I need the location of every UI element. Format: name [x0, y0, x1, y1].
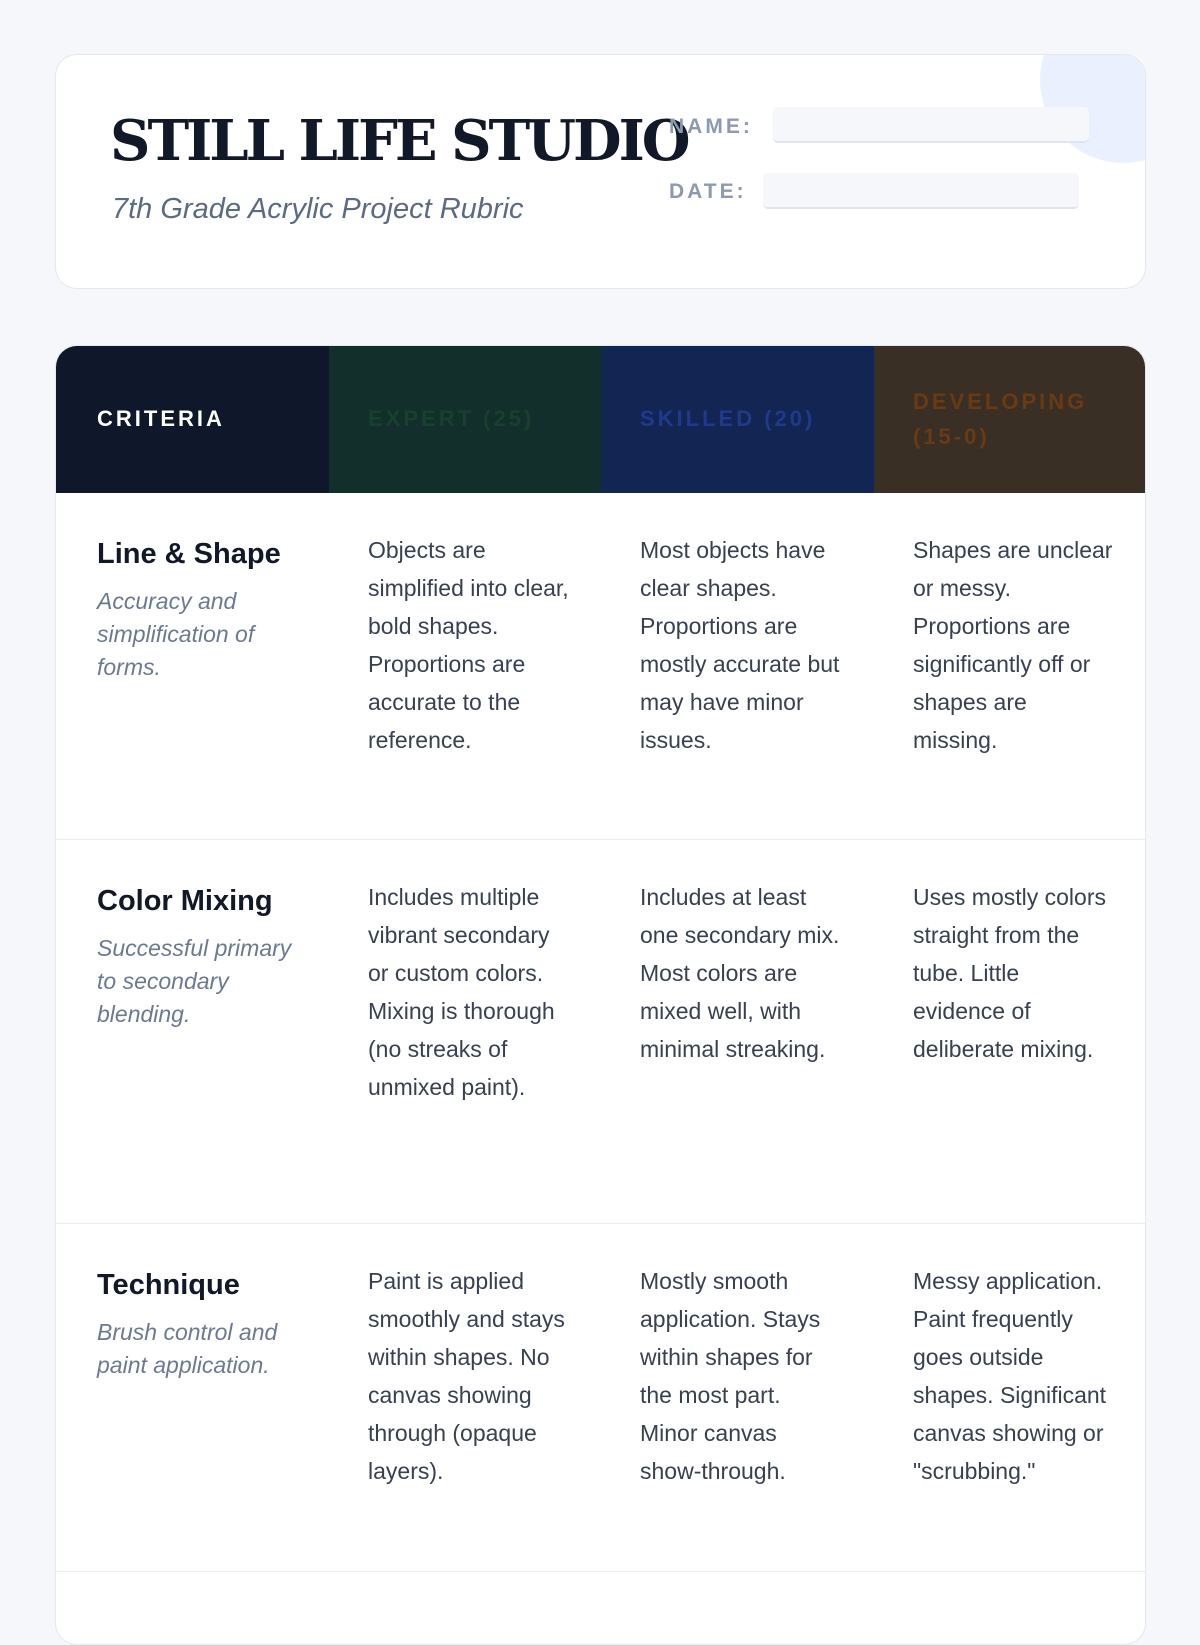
rubric-table — [55, 345, 1146, 1645]
date-field[interactable] — [763, 173, 1079, 209]
criteria-cell — [56, 493, 329, 839]
table-row — [56, 840, 1146, 1224]
header-card — [55, 54, 1146, 289]
criteria-description: Accuracy and simplification of forms. — [97, 588, 255, 680]
developing-cell: Uses mostly colors straight from the tube. Little evidence of deliberate mixing. — [913, 884, 1106, 1062]
expert-cell: Objects are simplified into clear, bold shapes. Proportions are accurate to the reference. — [368, 537, 569, 753]
date-label: DATE: — [669, 180, 747, 203]
column-header-skilled: SKILLED (20) — [601, 346, 874, 493]
skilled-cell: Mostly smooth application. Stays within shapes for the most part. Minor canvas show-through. — [640, 1268, 821, 1484]
expert-cell: Paint is applied smoothly and stays within shapes. No canvas showing through (opaque layers). — [368, 1268, 565, 1484]
developing-cell: Shapes are unclear or messy. Proportions are significantly off or shapes are missing. — [913, 537, 1113, 753]
table-row — [56, 493, 1146, 840]
criteria-description: Brush control and paint application. — [97, 1319, 278, 1378]
expert-cell: Includes multiple vibrant secondary or custom colors. Mixing is thorough (no streaks of unmixed paint). — [368, 884, 555, 1100]
criteria-cell — [56, 840, 329, 1223]
column-header-criteria: CRITERIA — [56, 346, 329, 493]
table-row — [56, 1224, 1146, 1572]
criteria-cell — [56, 1224, 329, 1571]
column-header-developing: DEVELOPING (15-0) — [874, 346, 1146, 493]
page-title: STILL LIFE STUDIO — [110, 108, 688, 174]
name-field[interactable] — [773, 107, 1089, 143]
skilled-cell: Most objects have clear shapes. Proportions are mostly accurate but may have minor issues. — [640, 537, 840, 753]
page-subtitle: 7th Grade Acrylic Project Rubric — [112, 193, 524, 225]
column-header-expert: EXPERT (25) — [329, 346, 601, 493]
name-label: NAME: — [669, 115, 753, 138]
criteria-name: Color Mixing — [97, 885, 273, 917]
developing-cell: Messy application. Paint frequently goes outside shapes. Significant canvas showing or "scrubbing." — [913, 1268, 1107, 1484]
criteria-name: Line & Shape — [97, 538, 281, 570]
criteria-description: Successful primary to secondary blending. — [97, 935, 292, 1027]
skilled-cell: Includes at least one secondary mix. Most colors are mixed well, with minimal streaking. — [640, 884, 840, 1062]
table-header — [56, 346, 1146, 493]
criteria-name: Technique — [97, 1269, 240, 1301]
